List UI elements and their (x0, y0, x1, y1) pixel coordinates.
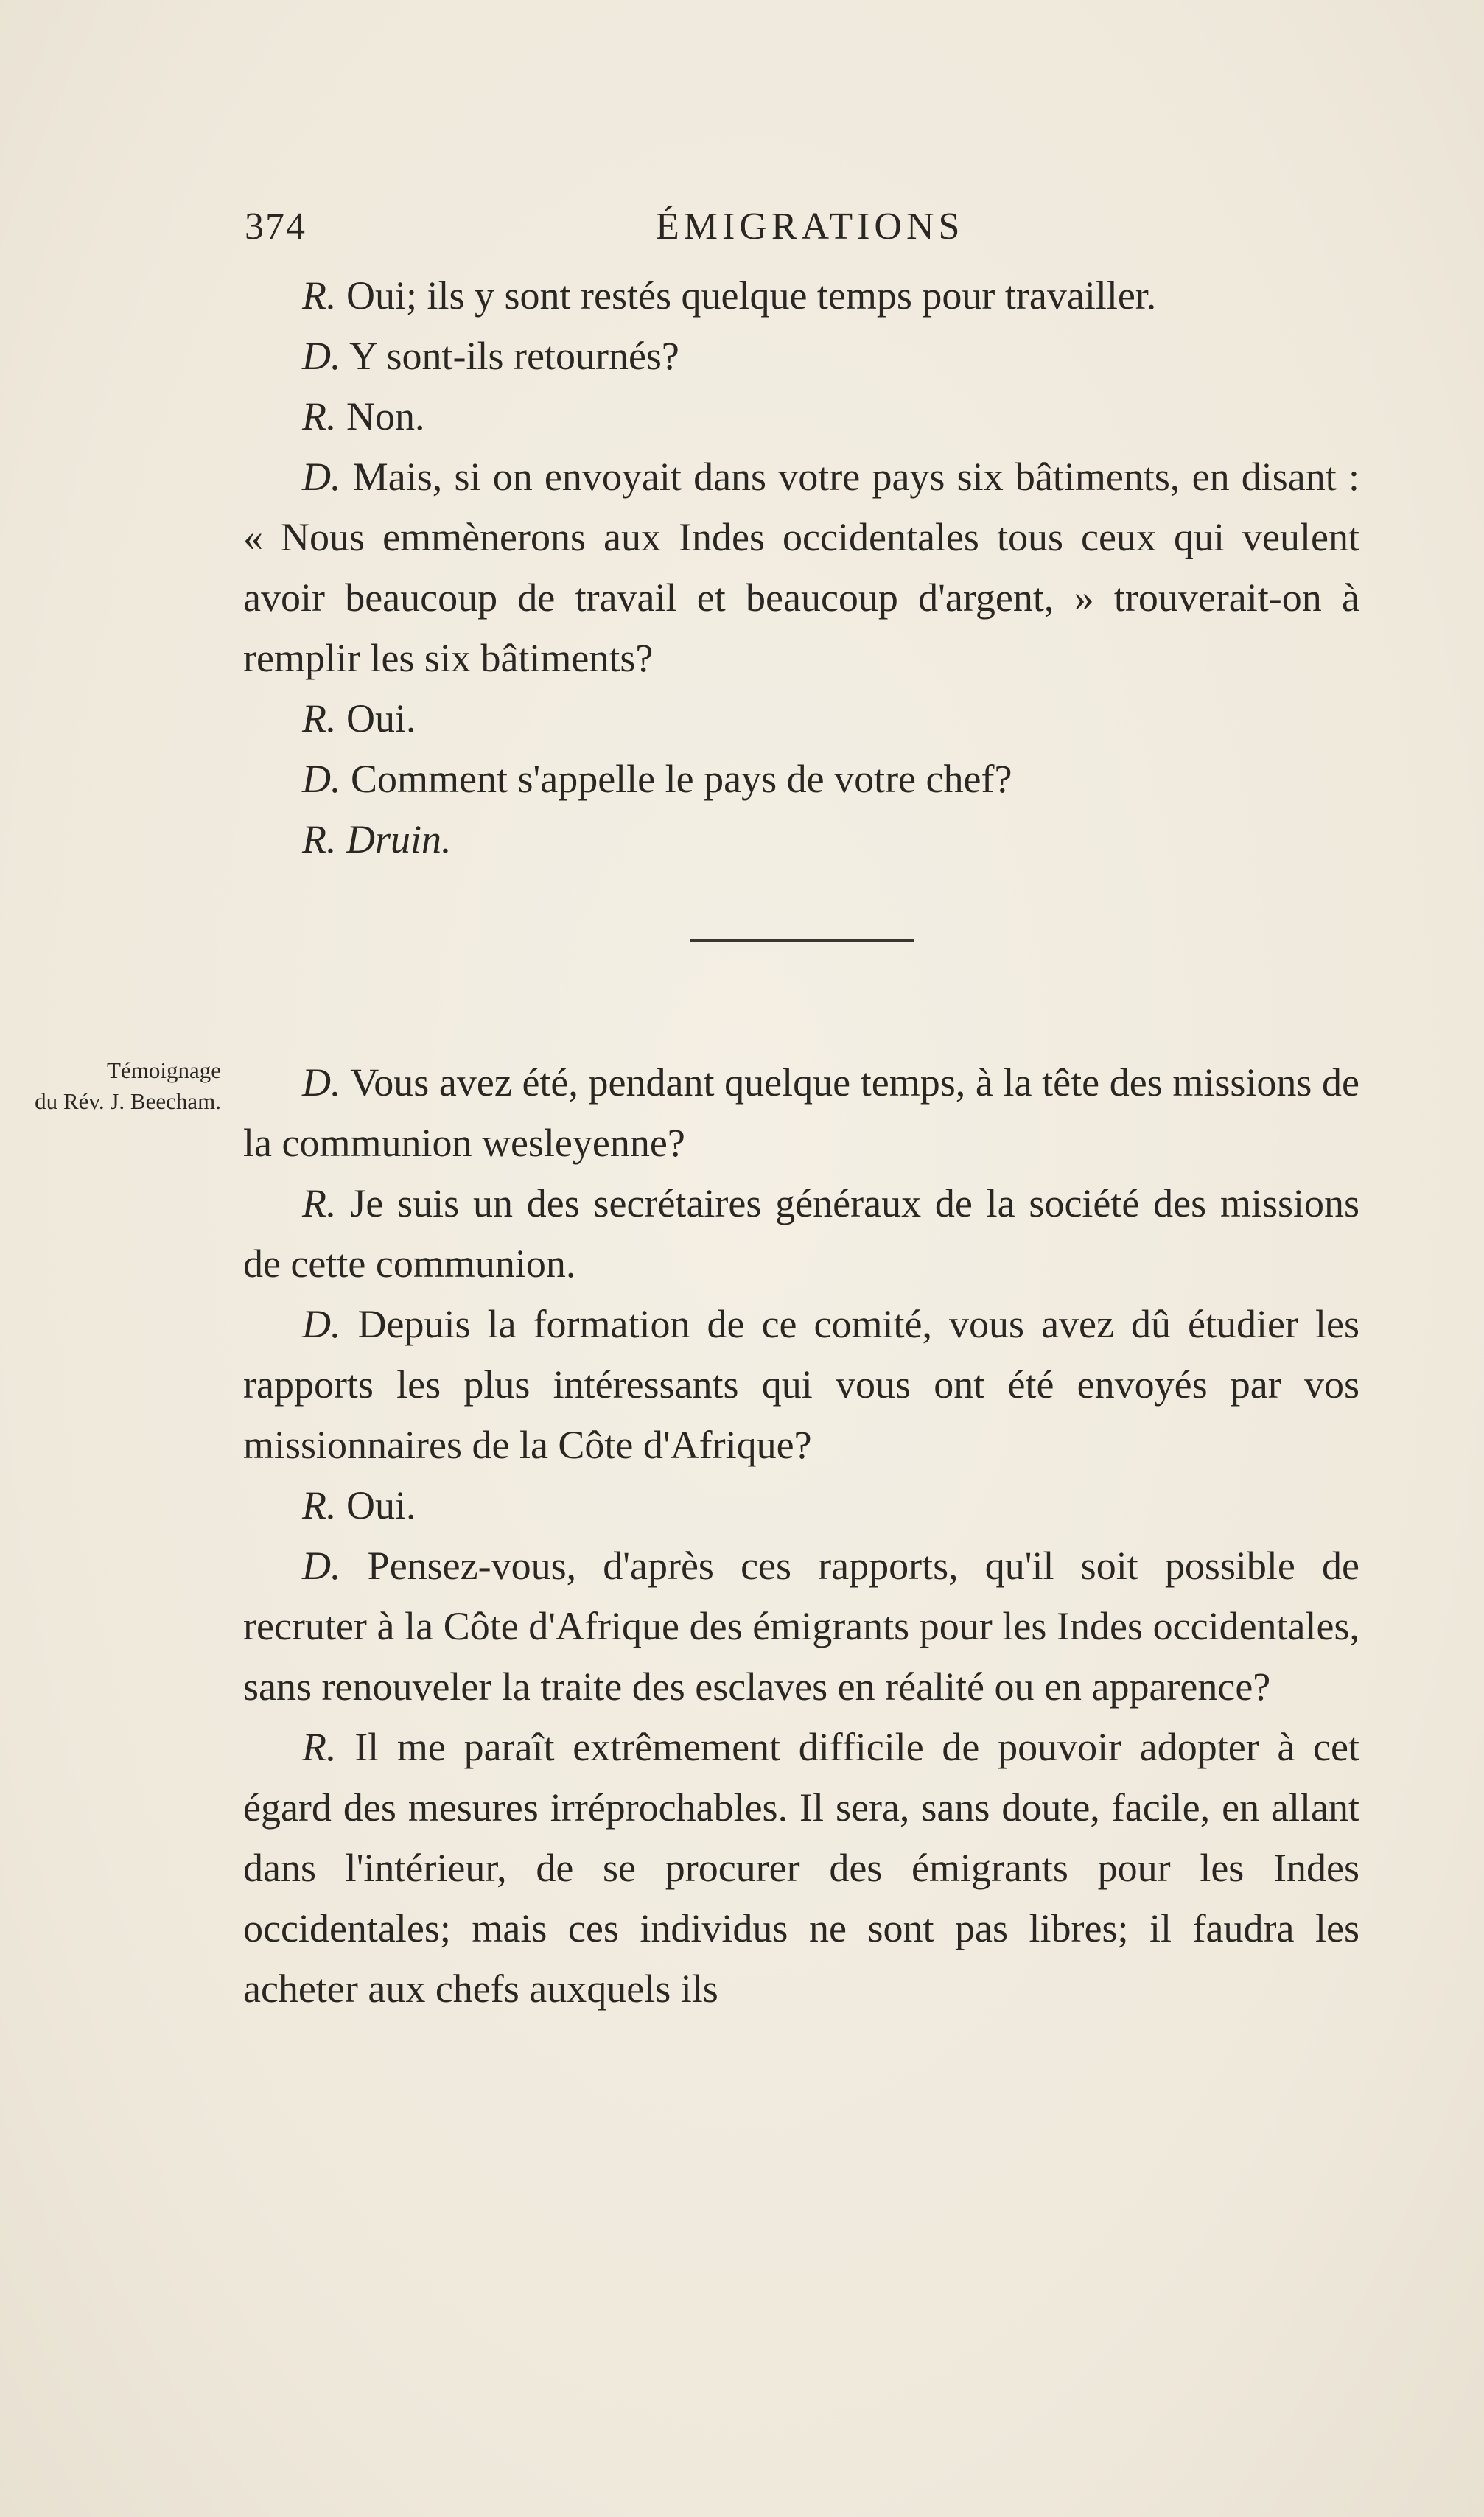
speaker-label: D. (302, 455, 341, 499)
speaker-label: D. (302, 757, 341, 801)
running-title: ÉMIGRATIONS (656, 206, 965, 248)
line-text: Y sont-ils retournés? (349, 334, 679, 378)
speaker-label: D. (302, 1302, 341, 1346)
line-text: Non. (346, 394, 425, 438)
speaker-label: R. (302, 696, 337, 741)
page-header (245, 205, 1350, 264)
line-text: Comment s'appelle le pays de votre chef? (351, 757, 1012, 801)
speaker-label: R. (302, 394, 337, 438)
line-text: Il me paraît extrêmement difficile de pouvoir adopter à cet égard des mesures irréprochables. Il sera, sans doute, facile, en allant dans l'intérieur, de se procurer des émigrants pour les Indes occidentales; mais ces individus ne sont pas libres; il faudra les acheter aux chefs auxquels ils (243, 1725, 1359, 2011)
line-text: Vous avez été, pendant quelque temps, à la tête des missions de la communion wesleyenne? (243, 1060, 1360, 1165)
speaker-label: R. (302, 817, 337, 861)
dialogue-line (243, 1173, 1359, 1294)
dialogue-line (243, 326, 1359, 386)
dialogue-line (243, 688, 1359, 749)
speaker-label: R. (302, 1483, 337, 1527)
page-number: 374 (245, 206, 307, 248)
margin-note-line: Témoignage (107, 1057, 221, 1083)
line-text: Oui; ils y sont restés quelque temps pour travailler. (346, 273, 1157, 318)
line-text: Druin. (346, 817, 452, 861)
dialogue-line (243, 265, 1359, 326)
dialogue-block-2 (243, 1052, 1359, 2019)
line-text: Depuis la formation de ce comité, vous avez dû étudier les rapports les plus intéressants qui vous ont été envoyés par vos missionnaires de la Côte d'Afrique? (243, 1302, 1359, 1467)
speaker-label: R. (302, 1181, 337, 1225)
dialogue-line (243, 1717, 1359, 2019)
dialogue-line (243, 1294, 1359, 1475)
speaker-label: D. (302, 334, 341, 378)
line-text: Oui. (346, 696, 416, 741)
margin-note-line: du Rév. J. Beecham. (35, 1088, 221, 1114)
line-text: Oui. (346, 1483, 416, 1527)
section-divider (690, 939, 914, 942)
dialogue-line (243, 809, 1359, 869)
margin-note (0, 1055, 221, 1117)
dialogue-block-1 (243, 265, 1359, 869)
speaker-label: D. (302, 1060, 341, 1105)
dialogue-line (243, 1536, 1359, 1717)
line-text: Je suis un des secrétaires généraux de la société des missions de cette communion. (243, 1181, 1359, 1286)
dialogue-line (243, 447, 1359, 688)
line-text: Pensez-vous, d'après ces rapports, qu'il soit possible de recruter à la Côte d'Afrique des émigrants pour les Indes occidentales, sans renouveler la traite des esclaves en réalité ou en apparence? (243, 1544, 1359, 1709)
dialogue-line (243, 749, 1359, 809)
line-text: Mais, si on envoyait dans votre pays six bâtiments, en disant : « Nous emmènerons aux Indes occidentales tous ceux qui veulent avoir beaucoup de travail et beaucoup d'argent, » trouverait-on à remplir les six bâtiments? (243, 455, 1359, 680)
speaker-label: R. (302, 273, 337, 318)
dialogue-line (243, 1475, 1359, 1536)
dialogue-line (243, 386, 1359, 447)
speaker-label: R. (302, 1725, 337, 1769)
dialogue-line (243, 1052, 1359, 1173)
speaker-label: D. (302, 1544, 341, 1588)
